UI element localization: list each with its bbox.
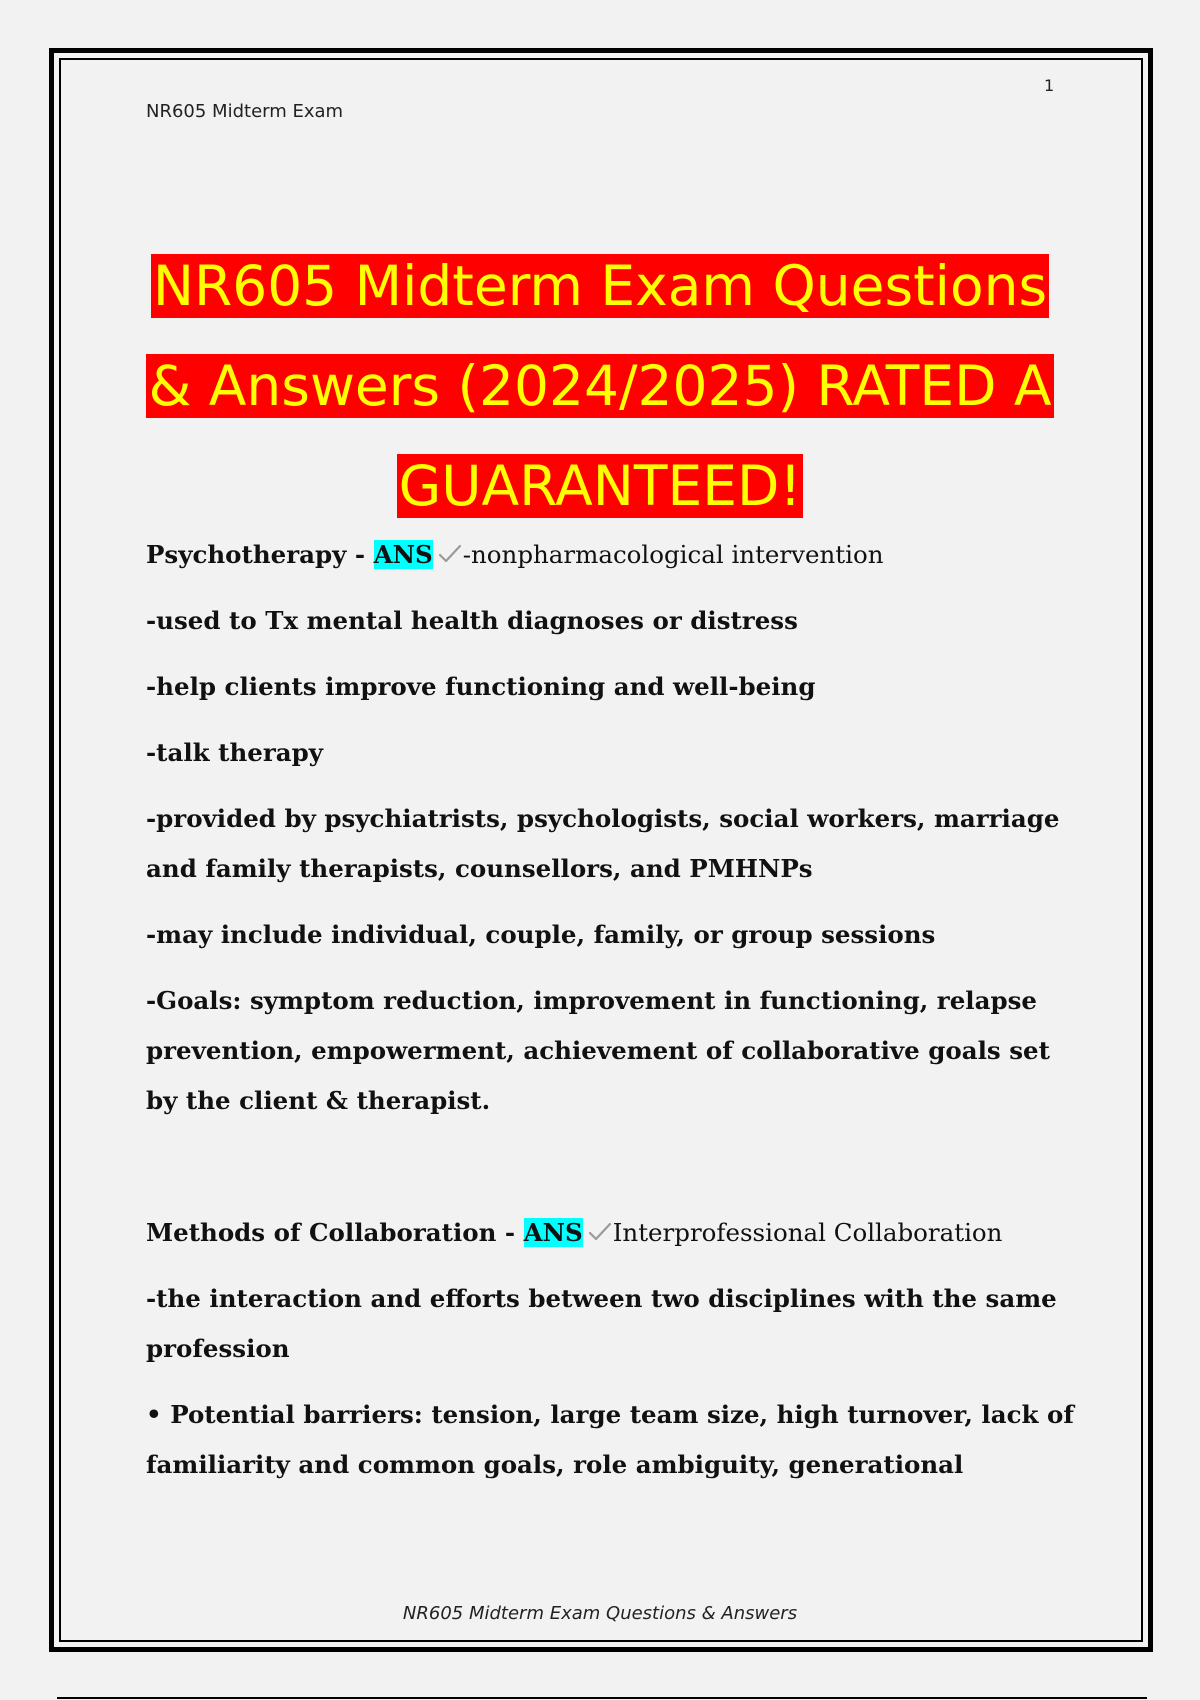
running-footer: NR605 Midterm Exam Questions & Answers [402,1603,798,1624]
title-line-2 [100,336,1100,436]
detail-line: -help clients improve functioning and well-being [146,672,816,701]
answer-text: -nonpharmacological intervention [462,540,884,569]
question-term: Psychotherapy - [146,540,374,569]
document-title [100,236,1100,536]
question-term: Methods of Collaboration - [146,1218,524,1247]
detail-line: • Potential barriers: tension, large team size, high turnover, lack of familiarity and common goals, role ambiguity, generational [146,1400,1074,1479]
bottom-rule [57,1697,1147,1699]
running-header: NR605 Midterm Exam [146,101,344,122]
title-line-2-text: & Answers (2024/2025) RATED A [148,354,1052,418]
title-line-1 [100,236,1100,336]
title-line-3-text: GUARANTEED! [398,454,802,518]
ans-badge: ANS [373,540,433,569]
title-line-3 [100,436,1100,536]
answer-text: Interprofessional Collaboration [612,1218,1003,1247]
detail-line: -the interaction and efforts between two disciplines with the same profession [146,1284,1057,1363]
detail-line: -Goals: symptom reduction, improvement in functioning, relapse prevention, empowerment, achievement of collaborative goals set by the client & therapist. [146,986,1050,1115]
check-icon [437,544,463,564]
detail-line: -used to Tx mental health diagnoses or distress [146,606,798,635]
check-icon [587,1222,613,1242]
ans-badge: ANS [523,1218,583,1247]
detail-line: -may include individual, couple, family, or group sessions [146,920,936,949]
question-line [146,1208,1076,1274]
detail-line: -talk therapy [146,738,324,767]
page-number: 1 [1044,76,1055,95]
document-body [146,530,1076,1506]
title-line-1-text: NR605 Midterm Exam Questions [152,254,1048,318]
section-spacer [146,1142,1076,1208]
detail-line: -provided by psychiatrists, psychologists, social workers, marriage and family therapists, counsellors, and PMHNPs [146,804,1060,883]
question-line [146,530,1076,596]
